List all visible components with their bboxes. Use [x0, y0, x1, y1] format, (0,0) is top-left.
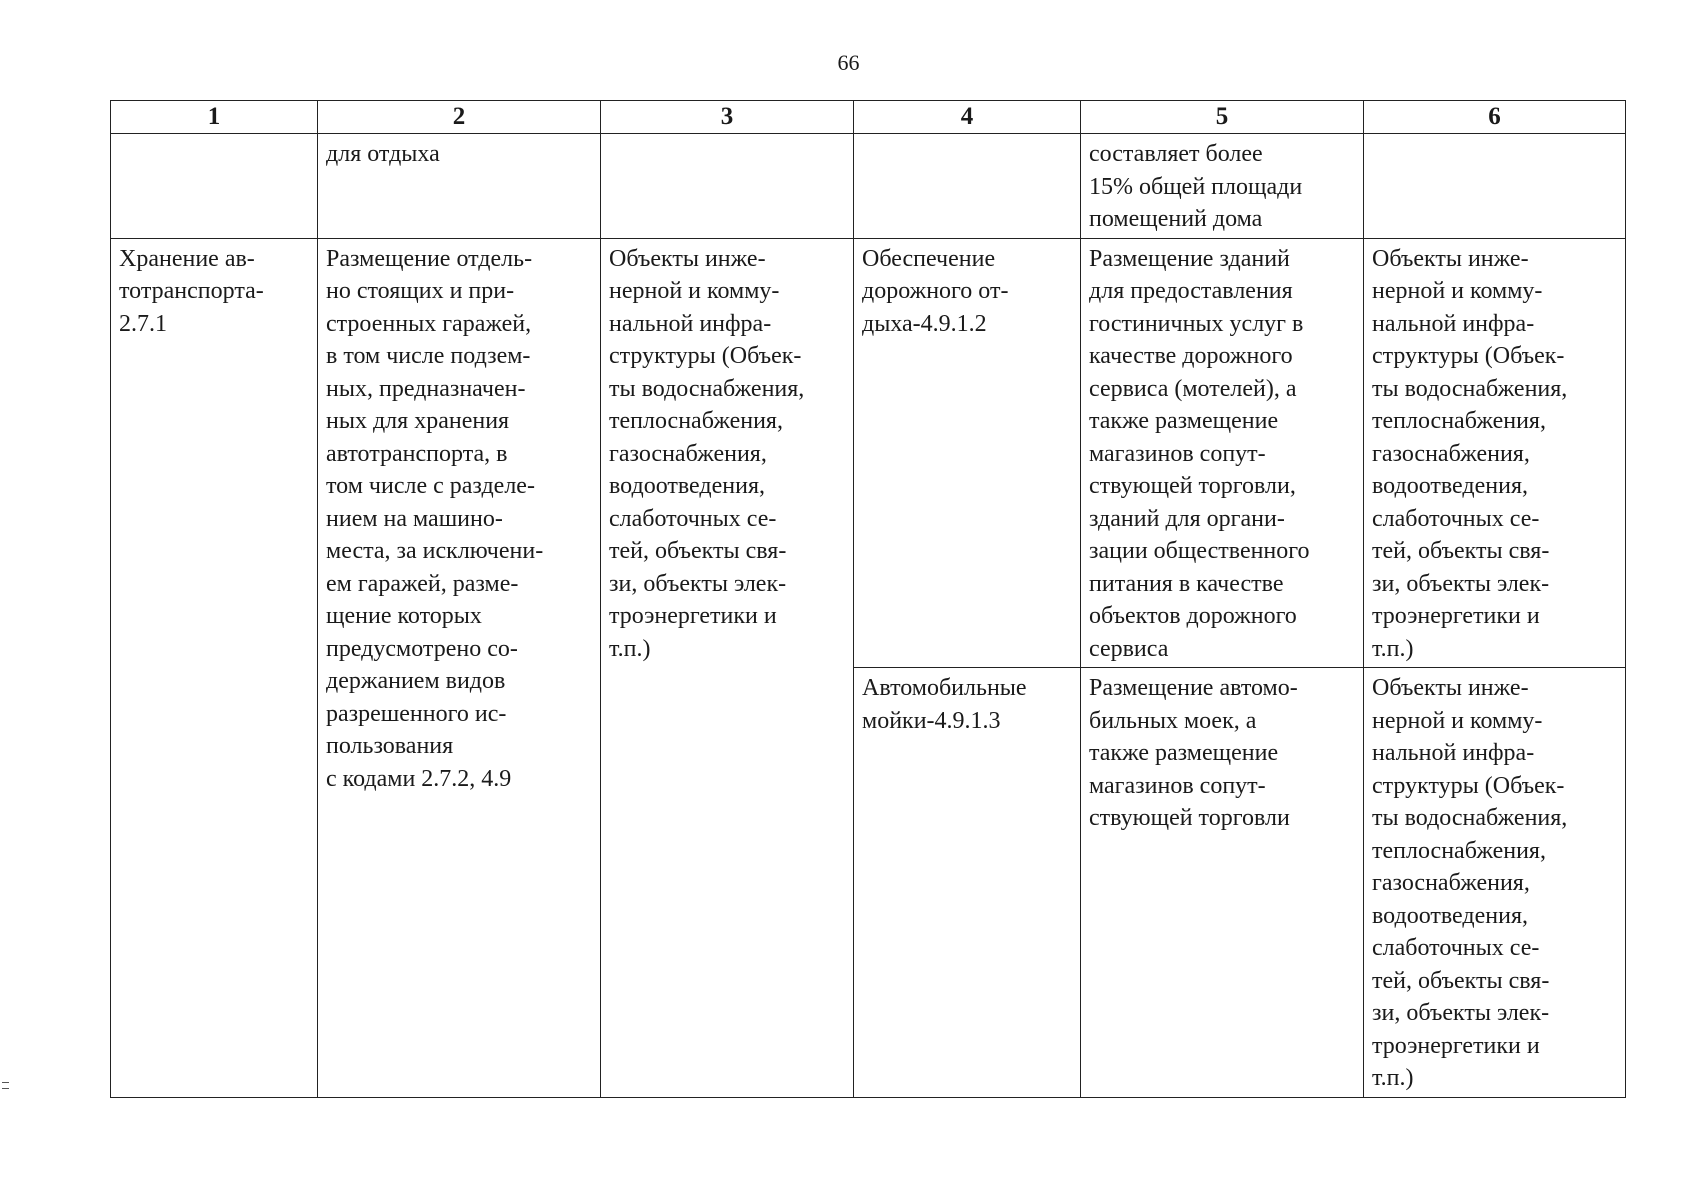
main-use-objects-cell: Объекты инже- нерной и комму- нальной инфра- структуры (Объек- ты водоснабжения, теплоснабжения, газоснабжения, водоотведения, слаботочных се- тей, объекты свя- зи, объекты элек- троэнергетики и т.п.)	[601, 238, 854, 1097]
header-col-4: 4	[854, 101, 1081, 134]
cont-cell-4	[854, 134, 1081, 239]
cont-cell-1	[111, 134, 318, 239]
aux-use-name-cell: Автомобильные мойки-4.9.1.3	[854, 668, 1081, 1098]
main-use-name-cell: Хранение ав- тотранспорта- 2.7.1	[111, 238, 318, 1097]
header-col-6: 6	[1364, 101, 1626, 134]
header-col-1: 1	[111, 101, 318, 134]
page-number: 66	[837, 50, 860, 75]
cont-cell-6	[1364, 134, 1626, 239]
table-row	[111, 238, 1626, 668]
aux-use-description-cell: Размещение автомо- бильных моек, а также размещение магазинов сопут- ствующей торговли	[1081, 668, 1364, 1098]
header-row	[111, 101, 1626, 134]
cont-cell-2: для отдыха	[318, 134, 601, 239]
main-use-description-cell: Размещение отдель- но стоящих и при- строенных гаражей, в том числе подзем- ных, предназначен- ных для хранения автотранспорта, в том числе с разделе- нием на машино- места, за исключени- ем гаражей, разме- щение которых предусмотрено со- держанием видов разрешенного ис- пользования с кодами 2.7.2, 4.9	[318, 238, 601, 1097]
header-col-2: 2	[318, 101, 601, 134]
scan-artifact	[2, 1082, 9, 1083]
cont-cell-3	[601, 134, 854, 239]
header-col-3: 3	[601, 101, 854, 134]
cont-cell-5: составляет более 15% общей площади помещений дома	[1081, 134, 1364, 239]
continuation-row	[111, 134, 1626, 239]
aux-use-name-cell: Обеспечение дорожного от- дыха-4.9.1.2	[854, 238, 1081, 668]
header-col-5: 5	[1081, 101, 1364, 134]
scan-artifact	[2, 1088, 9, 1089]
aux-use-objects-cell: Объекты инже- нерной и комму- нальной инфра- структуры (Объек- ты водоснабжения, теплоснабжения, газоснабжения, водоотведения, слаботочных се- тей, объекты свя- зи, объекты элек- троэнергетики и т.п.)	[1364, 238, 1626, 668]
land-use-table	[110, 100, 1626, 1098]
aux-use-description-cell: Размещение зданий для предоставления гостиничных услуг в качестве дорожного сервиса (мотелей), а также размещение магазинов сопут- ствующей торговли, зданий для органи- зации общественного питания в качестве объектов дорожного сервиса	[1081, 238, 1364, 668]
aux-use-objects-cell: Объекты инже- нерной и комму- нальной инфра- структуры (Объек- ты водоснабжения, теплоснабжения, газоснабжения, водоотведения, слаботочных се- тей, объекты свя- зи, объекты элек- троэнергетики и т.п.)	[1364, 668, 1626, 1098]
